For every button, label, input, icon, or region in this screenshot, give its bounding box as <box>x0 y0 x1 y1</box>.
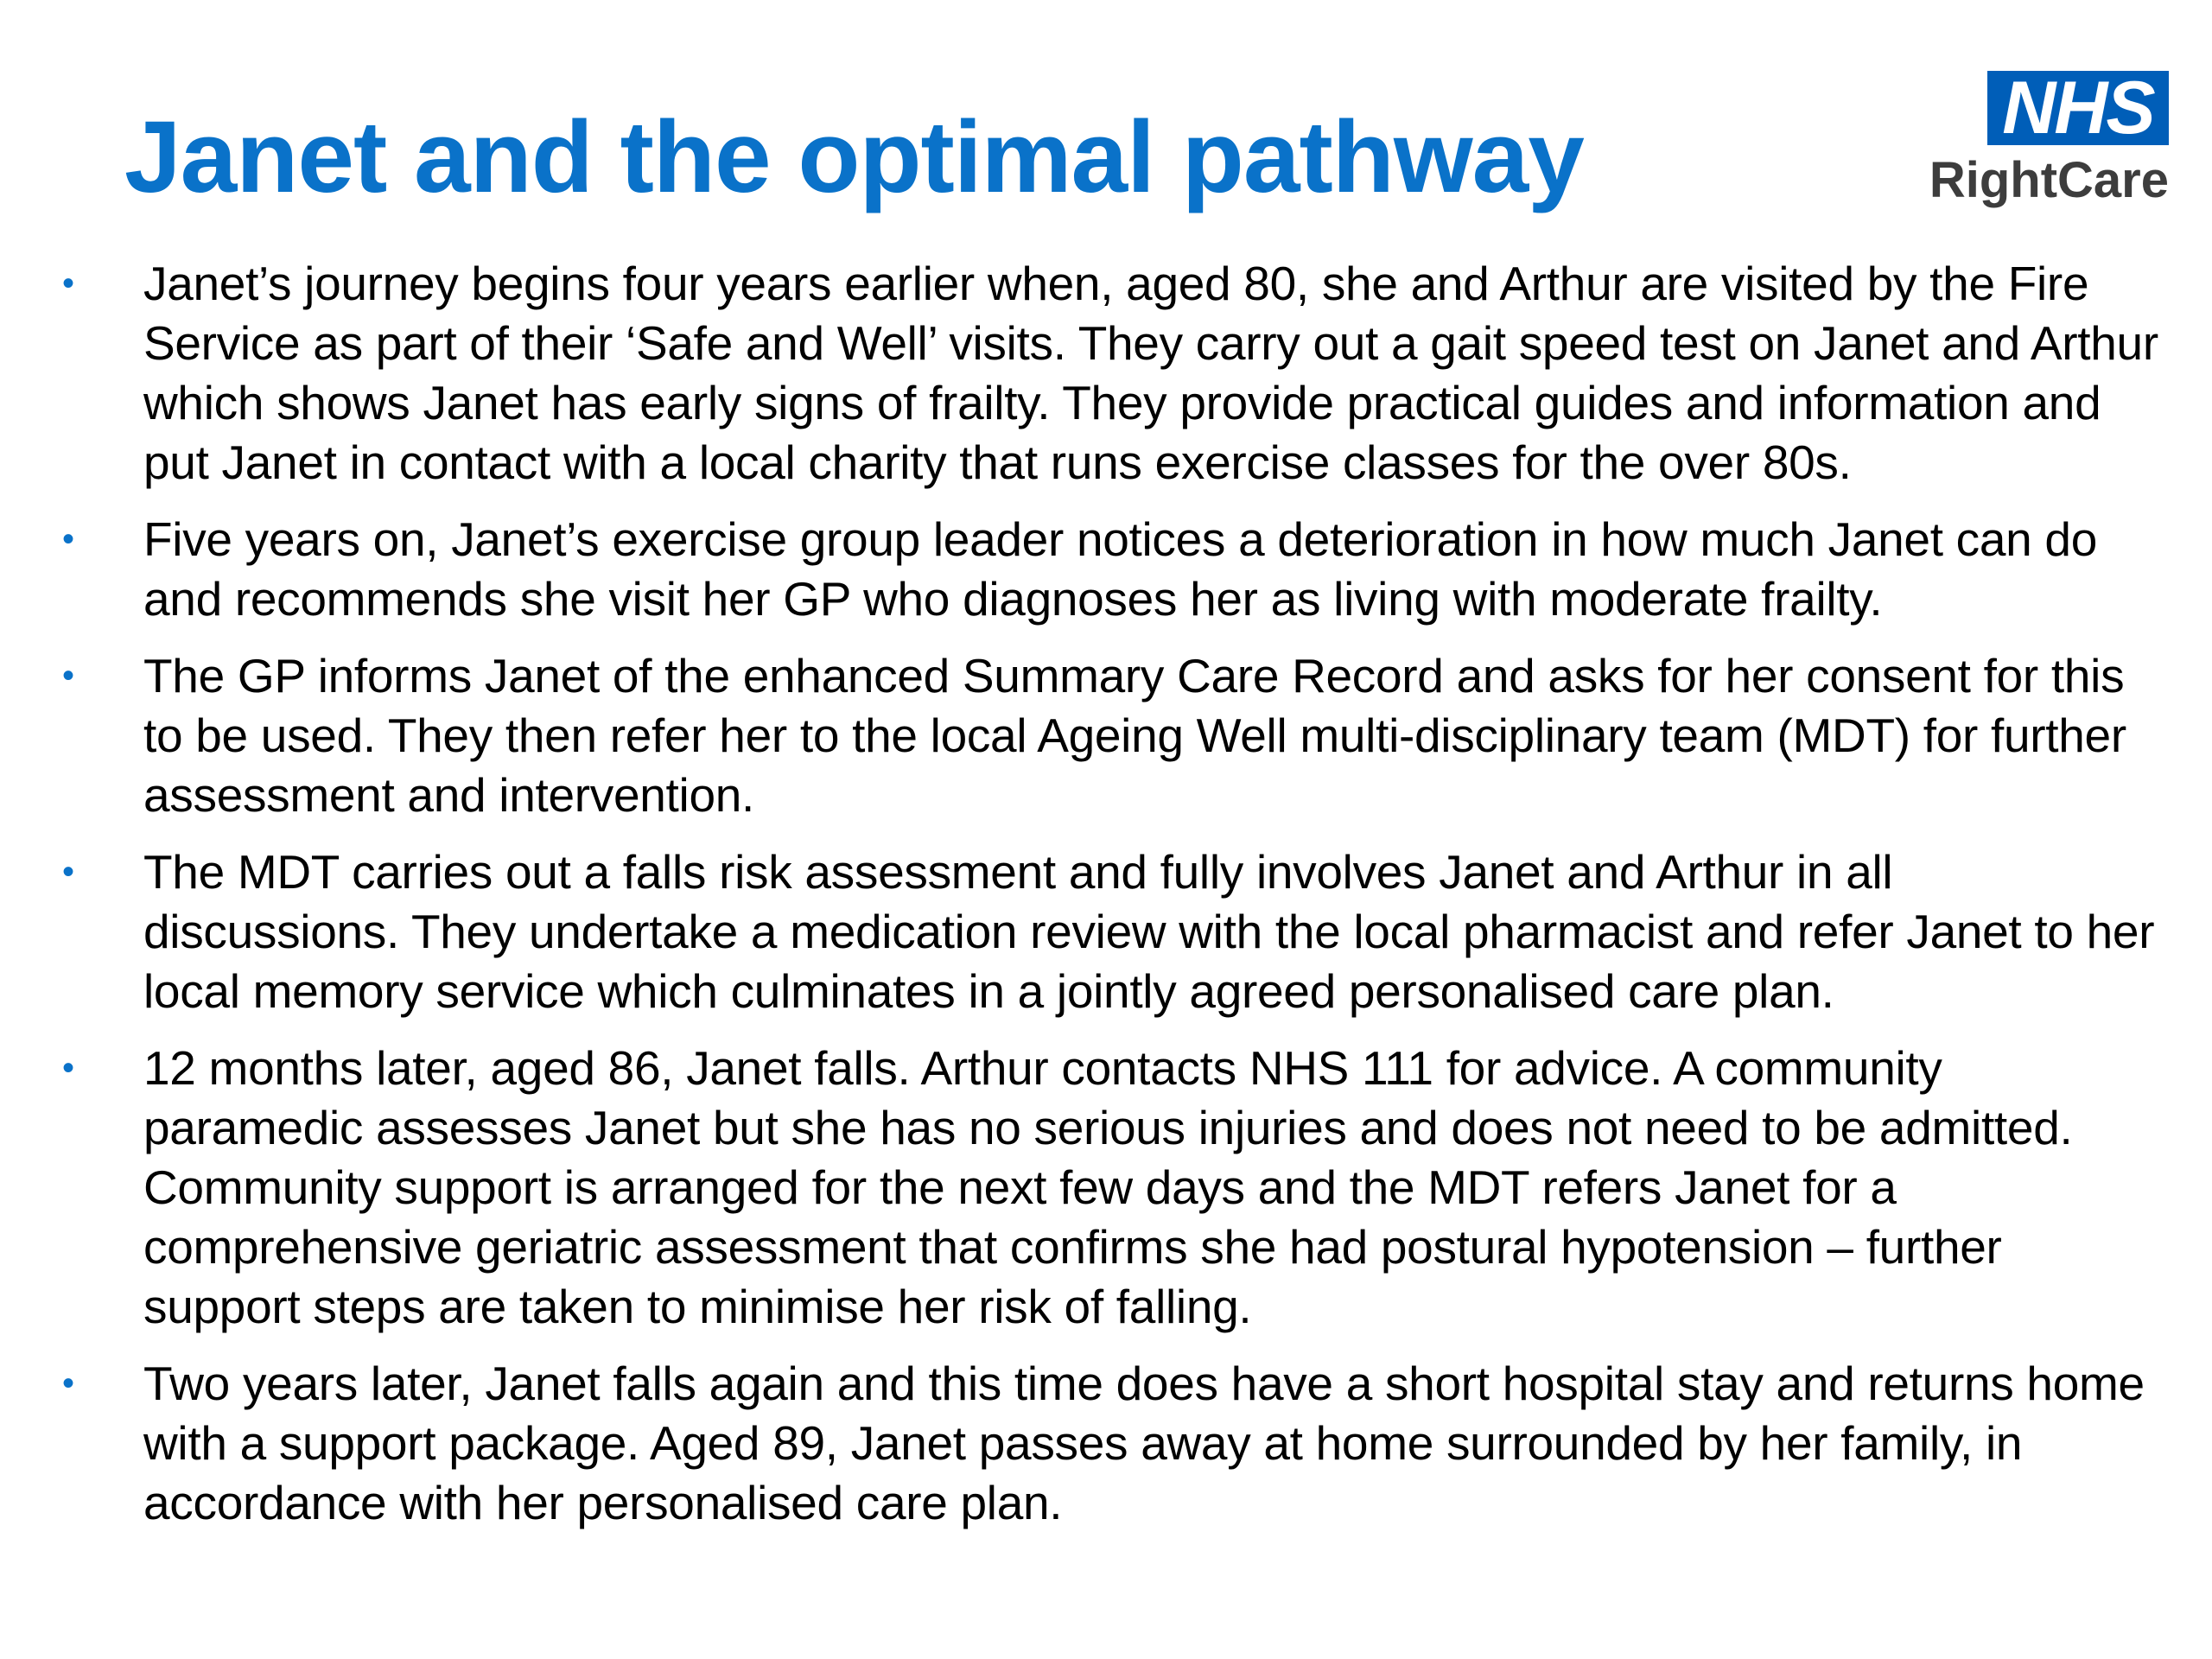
bullet-marker: • <box>62 520 74 558</box>
bullet-marker: • <box>62 1364 74 1402</box>
bullet-marker: • <box>62 853 74 891</box>
bullet-item <box>52 646 2160 825</box>
bullet-text: The GP informs Janet of the enhanced Summary Care Record and asks for her consent for this to be used. They then refer her to the local Ageing Well multi-disciplinary team (MDT) for further assessment and intervention. <box>143 649 2126 822</box>
bullet-item <box>52 842 2160 1021</box>
bullet-marker: • <box>62 657 74 695</box>
bullet-item <box>52 1039 2160 1337</box>
nhs-logo-text: NHS <box>2002 67 2154 149</box>
bullet-text: 12 months later, aged 86, Janet falls. Arthur contacts NHS 111 for advice. A community paramedic assesses Janet but she has no serious injuries and does not need to be admitted. Community support is arranged for the next few days and the MDT refers Janet for a comprehensive geriatric assessment that confirms she had postural hypotension – further support steps are taken to minimise her risk of falling. <box>143 1041 2073 1333</box>
bullet-list <box>52 254 2160 1550</box>
bullet-text: Five years on, Janet’s exercise group leader notices a deterioration in how much Janet can do and recommends she visit her GP who diagnoses her as living with moderate frailty. <box>143 512 2097 626</box>
bullet-marker: • <box>62 1049 74 1087</box>
bullet-text: Two years later, Janet falls again and this time does have a short hospital stay and returns home with a support package. Aged 89, Janet passes away at home surrounded by her family, in accordance with her personalised care plan. <box>143 1357 2145 1529</box>
page-title: Janet and the optimal pathway <box>124 100 1584 214</box>
bullet-text: Janet’s journey begins four years earlier when, aged 80, she and Arthur are visited by the Fire Service as part of their ‘Safe and Well’ visits. They carry out a gait speed test on Janet and Arthur which shows Janet has early signs of frailty. They provide practical guides and information and put Janet in contact with a local charity that runs exercise classes for the over 80s. <box>143 257 2158 489</box>
bullet-item <box>52 1354 2160 1533</box>
nhs-logo-box <box>1987 67 2169 149</box>
nhs-rightcare-logo <box>1925 67 2184 218</box>
rightcare-logo-text: RightCare <box>1929 152 2169 208</box>
bullet-text: The MDT carries out a falls risk assessment and fully involves Janet and Arthur in all discussions. They undertake a medication review with the local pharmacist and refer Janet to her local memory service which culminates in a jointly agreed personalised care plan. <box>143 845 2155 1018</box>
bullet-item <box>52 510 2160 629</box>
bullet-marker: • <box>62 264 74 302</box>
bullet-item <box>52 254 2160 493</box>
